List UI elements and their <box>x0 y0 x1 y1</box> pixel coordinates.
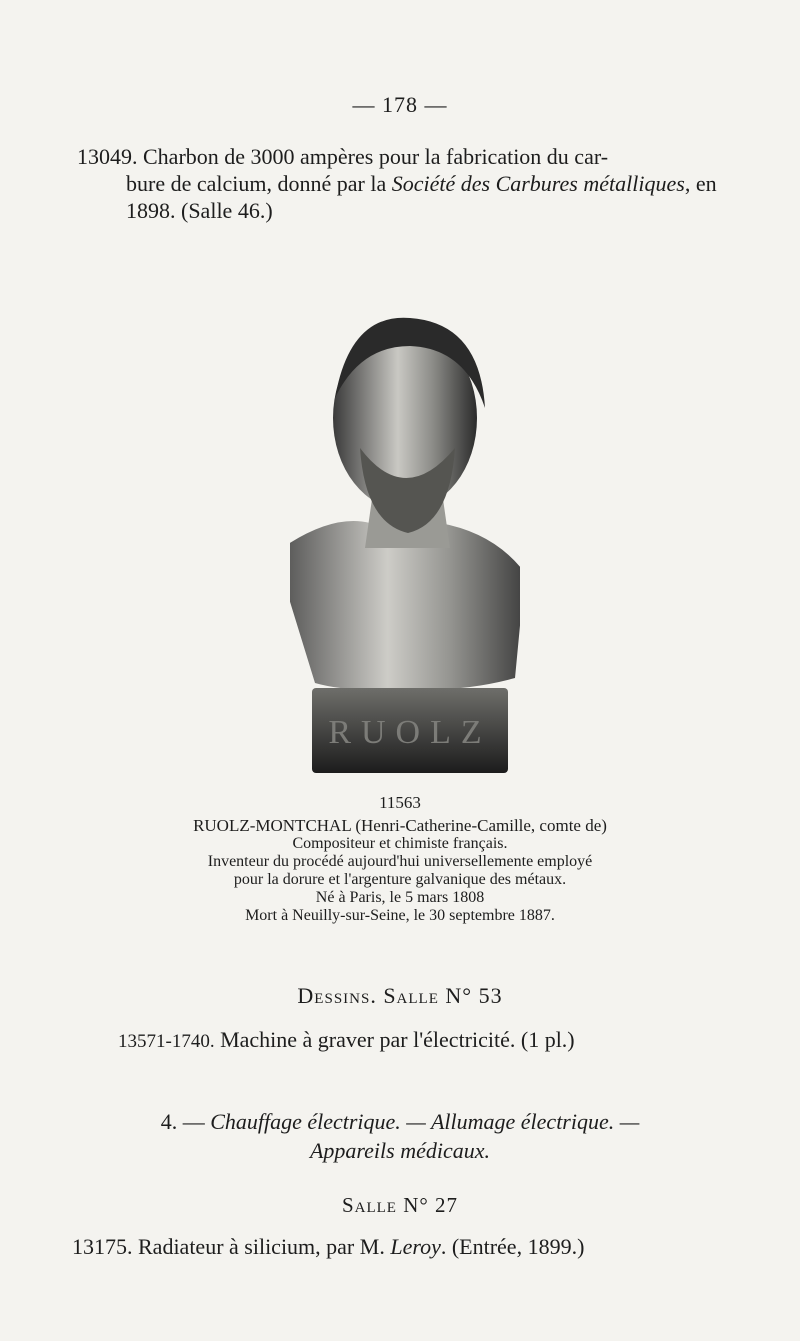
portrait-caption <box>0 817 800 925</box>
entry-text: Machine à graver par l'électricité. (1 pl.) <box>220 1027 575 1052</box>
entry-text-line2: bure de calcium, donné par la <box>126 171 387 196</box>
bio-line: Mort à Neuilly-sur-Seine, le 30 septembre 1887. <box>245 907 555 924</box>
page-number: — 178 — <box>352 92 448 117</box>
society-name: Société des Carbures métalliques <box>391 171 685 196</box>
bio-line: pour la dorure et l'argenture galvanique des métaux. <box>233 871 567 888</box>
author-name: Leroy <box>390 1234 441 1259</box>
bust-photograph <box>290 308 520 778</box>
entry-number: 13175. <box>72 1234 133 1259</box>
section-heading-drawings: Dessins. Salle N° 53 <box>297 983 503 1008</box>
bio-line: Compositeur et chimiste français. <box>292 835 508 852</box>
plinth-inscription: RUOLZ <box>328 714 492 751</box>
section-title-line1: Chauffage électrique. — Allumage électrique. — <box>210 1109 640 1134</box>
entry-text-tail: . (Entrée, 1899.) <box>440 1234 585 1259</box>
catalog-entry-13049 <box>77 143 737 224</box>
section-4-title <box>0 1107 800 1165</box>
entry-text-tail: , en 1898. (Salle 46.) <box>126 171 717 223</box>
catalog-entry-13175 <box>72 1234 772 1260</box>
entry-number: 13049. <box>77 144 138 169</box>
catalog-entry-13571 <box>118 1027 758 1053</box>
portrait-number: 11563 <box>379 793 421 812</box>
section-title-line2: Appareils médicaux. <box>309 1138 491 1163</box>
entry-number: 13571-1740. <box>118 1031 215 1052</box>
entry-text-line1: Charbon de 3000 ampères pour la fabrication du car- <box>143 144 609 169</box>
section-heading-room-27: Salle N° 27 <box>341 1193 459 1217</box>
bio-name: RUOLZ-MONTCHAL (Henri-Catherine-Camille, comte de) <box>193 816 607 835</box>
entry-text-continuation <box>77 170 737 224</box>
bio-line: Inventeur du procédé aujourd'hui universellemente employé <box>207 853 593 870</box>
section-number: 4. — <box>160 1109 205 1134</box>
entry-text: Radiateur à silicium, par M. <box>138 1234 385 1259</box>
bio-line: Né à Paris, le 5 mars 1808 <box>315 889 485 906</box>
